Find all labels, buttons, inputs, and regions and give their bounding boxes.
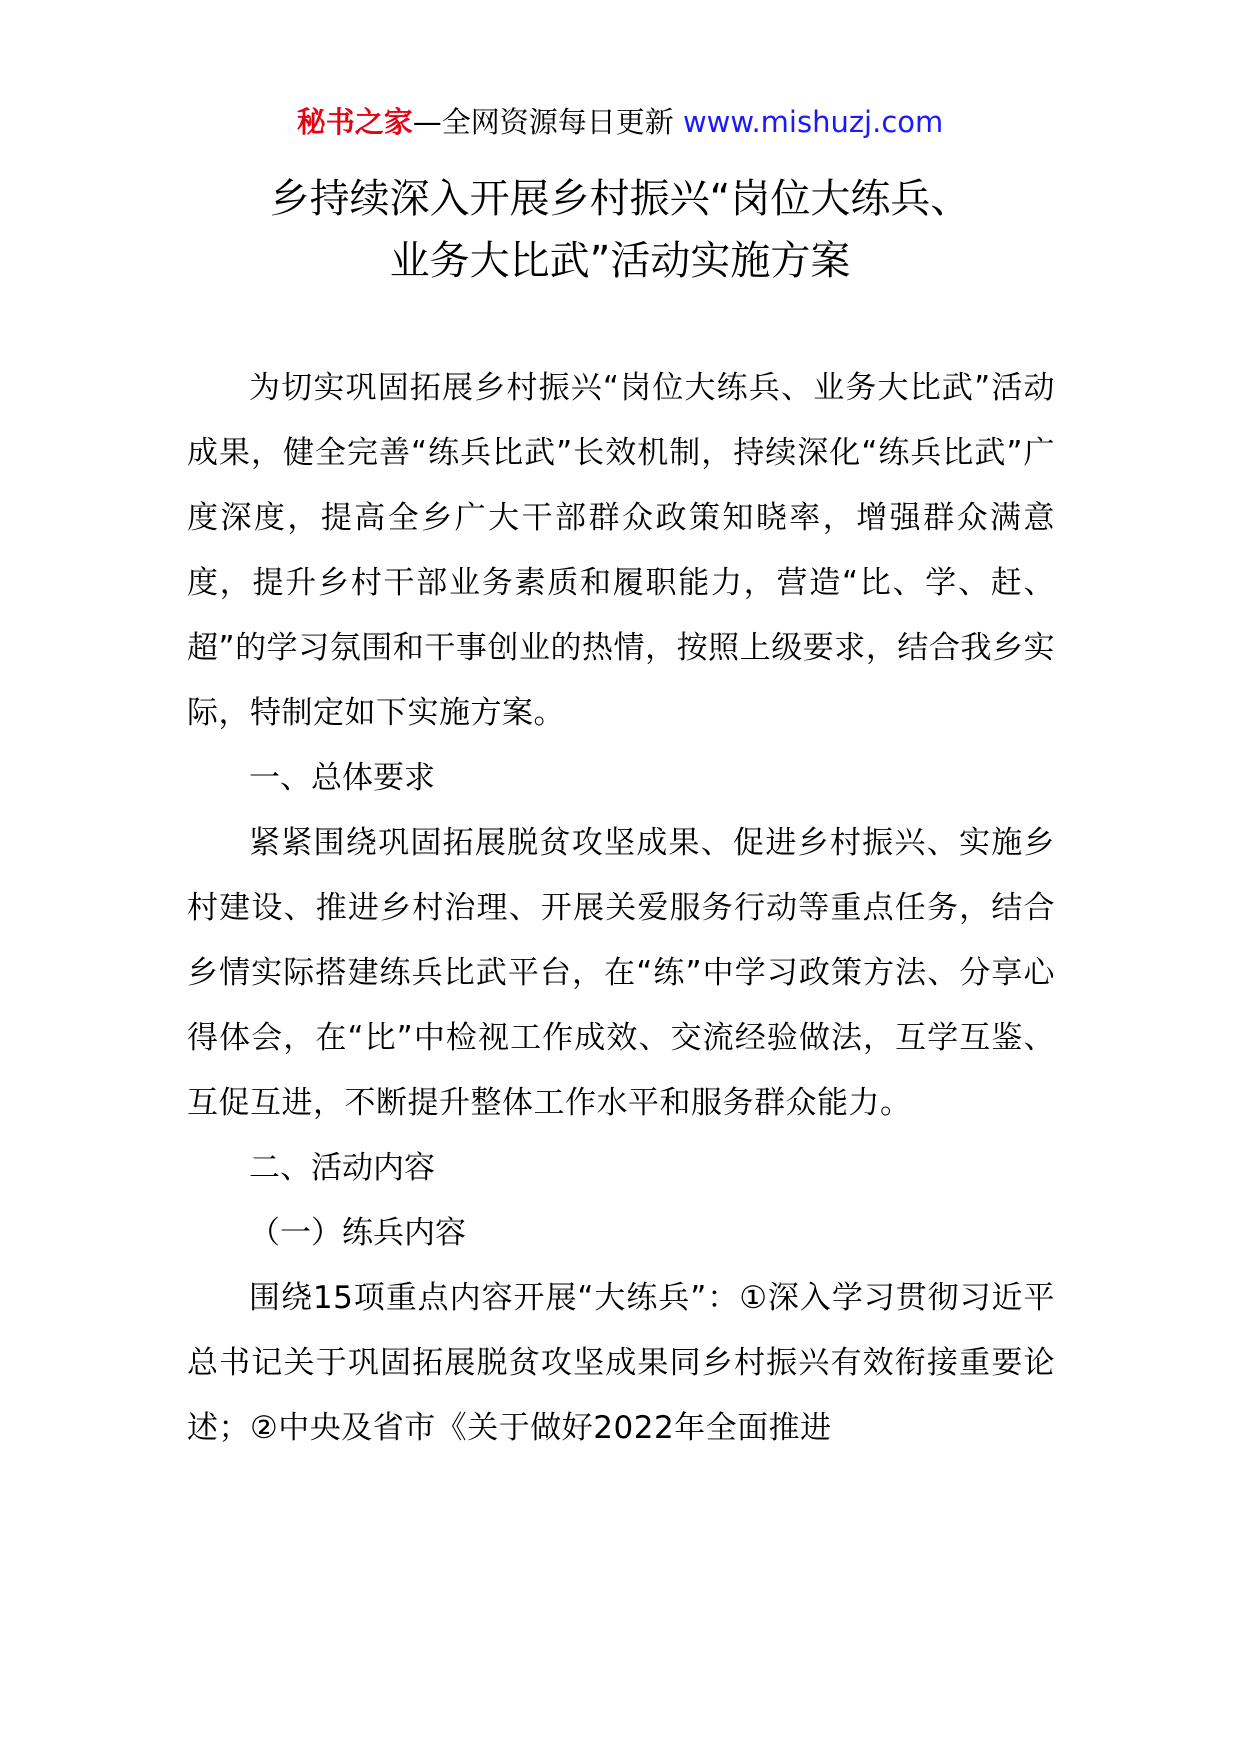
section-heading-activity-content: 二、活动内容 <box>249 1150 435 1186</box>
header-tagline: —全网资源每日更新 <box>412 105 683 139</box>
document-body <box>187 356 1055 1461</box>
intro-paragraph: 为切实巩固拓展乡村振兴“岗位大练兵、业务大比武”活动成果，健全完善“练兵比武”长效机制，持续深化“练兵比武”广度深度，提高全乡广大干部群众政策知晓率，增强群众满意度，提升乡村干部业务素质和履职能力，营造“比、学、赶、超”的学习氛围和干事创业的热情，按照上级要求，结合我乡实际，特制定如下实施方案。 <box>187 370 1055 731</box>
title-line-2: 业务大比武”活动实施方案 <box>389 238 851 284</box>
document-title <box>0 168 1240 292</box>
source-watermark <box>0 102 1240 142</box>
title-line-1: 乡持续深入开展乡村振兴“岗位大练兵、 <box>269 176 971 222</box>
general-requirements-paragraph: 紧紧围绕巩固拓展脱贫攻坚成果、促进乡村振兴、实施乡村建设、推进乡村治理、开展关爱服务行动等重点任务，结合乡情实际搭建练兵比武平台，在“练”中学习政策方法、分享心得体会，在“比”中检视工作成效、交流经验做法，互学互鉴、互促互进，不断提升整体工作水平和服务群众能力。 <box>187 825 1055 1121</box>
section-heading-general-requirements: 一、总体要求 <box>249 760 435 796</box>
site-link[interactable]: www.mishuzj.com <box>682 105 944 139</box>
brand-name: 秘书之家 <box>296 105 413 139</box>
subsection-heading-training-content: （一）练兵内容 <box>249 1215 466 1251</box>
training-content-paragraph: 围绕15项重点内容开展“大练兵”：①深入学习贯彻习近平总书记关于巩固拓展脱贫攻坚成果同乡村振兴有效衔接重要论述；②中央及省市《关于做好2022年全面推进 <box>187 1280 1055 1446</box>
